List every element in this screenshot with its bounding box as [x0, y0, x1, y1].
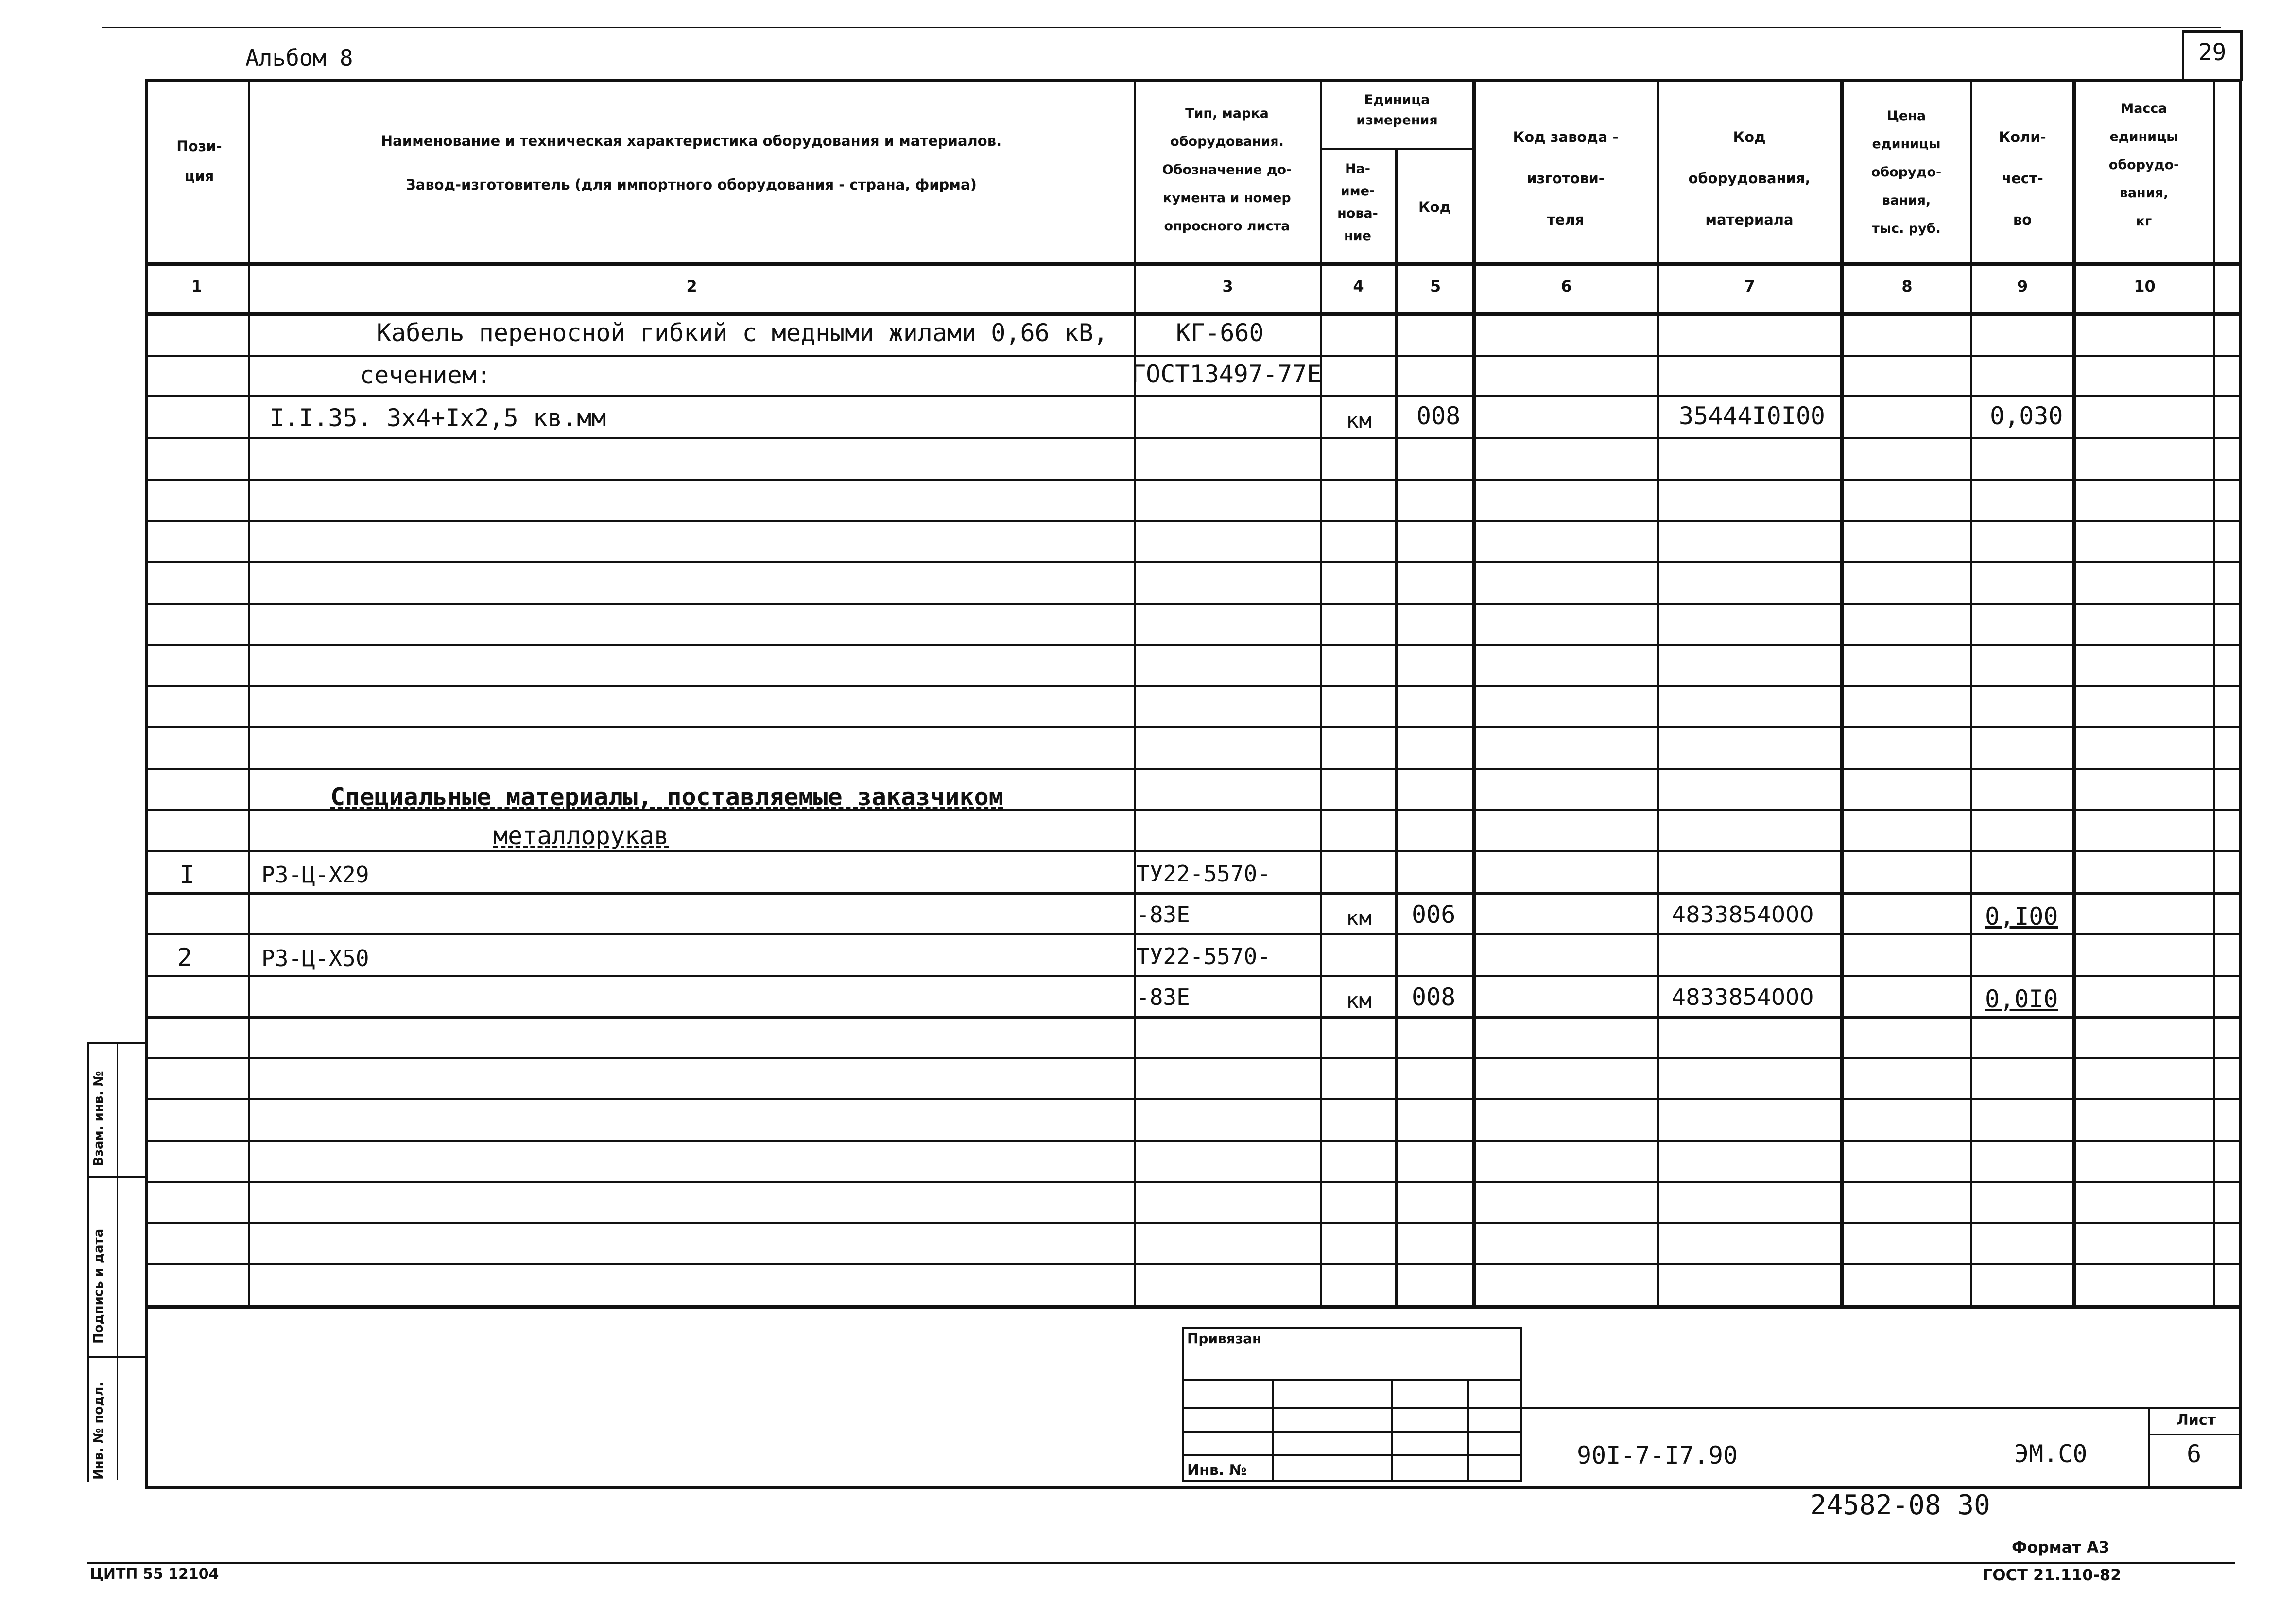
row5-type: ТУ22-5570-	[1136, 861, 1271, 887]
header-col8: Цена единицы оборудо- вания, тыс. руб.	[1871, 108, 1942, 236]
side-label-inv-podl: Инв. № подл.	[91, 1382, 106, 1480]
row-line	[145, 644, 2242, 646]
header-col1: Пози- ция	[176, 138, 222, 185]
row-line	[145, 850, 2242, 852]
row0-name: Кабель переносной гибкий с медными жилами 0,66 кВ,	[377, 319, 1108, 347]
row5-name: Р3-Ц-Х29	[261, 862, 369, 888]
colnum-4: 4	[1353, 277, 1364, 295]
row7-type: ТУ22-5570-	[1136, 943, 1271, 969]
privyazan-label: Привязан	[1187, 1331, 1262, 1347]
privyazan-vline	[1272, 1379, 1274, 1482]
row6-code: 006	[1412, 900, 1456, 929]
row-line	[145, 892, 2242, 895]
row5-pos: I	[180, 861, 195, 889]
format-label: Формат А3	[2012, 1538, 2110, 1556]
row1-name: сечением:	[360, 361, 491, 389]
row-line	[145, 561, 2242, 563]
colnum-6: 6	[1561, 277, 1572, 295]
header-col9: Коли- чест- во	[1999, 129, 2046, 228]
colnum-bottom-line	[145, 312, 2242, 316]
sheet-label: Лист	[2176, 1412, 2216, 1429]
header-col2: Наименование и техническая характеристика оборудования и материалов. Завод-изготовитель (для импортного оборудования - страна, фирма)	[380, 133, 1002, 193]
side-stamp-line	[87, 1356, 145, 1358]
page-corner-number: 29	[2198, 39, 2227, 66]
row-line	[145, 1016, 2242, 1019]
row6-equip: 4833854000	[1672, 901, 1814, 928]
row-line	[145, 520, 2242, 522]
row2-qty: 0,030	[1990, 402, 2063, 430]
row1-type: ГОСТ13497-77Е	[1131, 360, 1322, 388]
colnum-10: 10	[2134, 277, 2156, 295]
unit-group-line	[1320, 148, 1472, 150]
sheet-code: ЭМ.С0	[2014, 1440, 2088, 1468]
colnum-8: 8	[1901, 277, 1913, 295]
row-line	[145, 603, 2242, 605]
row-line	[145, 1098, 2242, 1100]
row-line	[145, 479, 2242, 481]
header-col10: Масса единицы оборудо- вания, кг	[2108, 101, 2179, 229]
row2-code: 008	[1416, 402, 1461, 430]
row-line	[145, 1140, 2242, 1142]
colnum-5: 5	[1430, 277, 1441, 295]
sheet-number: 6	[2186, 1440, 2202, 1468]
gost-label: ГОСТ 21.110-82	[1983, 1566, 2122, 1584]
row-line	[145, 685, 2242, 687]
row-line	[145, 1181, 2242, 1183]
colnum-7: 7	[1744, 277, 1755, 295]
inv-no-label: Инв. №	[1187, 1462, 1247, 1479]
colnum-2: 2	[686, 277, 697, 295]
row-line	[145, 933, 2242, 935]
header-unit-group: Единица измерения	[1356, 92, 1438, 128]
table-bottom-line	[145, 1305, 2242, 1309]
header-col7: Код оборудования, материала	[1688, 129, 1811, 228]
row-line	[145, 1057, 2242, 1059]
row2-equip: 35444I0I00	[1679, 402, 1826, 430]
row2-name: I.I.35. 3x4+Ix2,5 кв.мм	[270, 404, 606, 432]
citp-label: ЦИТП 55 12104	[90, 1566, 219, 1583]
side-stamp-line	[117, 1042, 118, 1480]
header-bottom-line	[145, 262, 2242, 266]
row8-code: 008	[1412, 983, 1456, 1011]
row-line	[145, 355, 2242, 357]
colnum-3: 3	[1222, 277, 1233, 295]
col-line	[1395, 148, 1398, 1309]
row-line	[145, 1263, 2242, 1265]
row7-name: Р3-Ц-Х50	[261, 945, 369, 971]
top-rule	[102, 27, 2221, 28]
row6-qty: 0,I00	[1985, 902, 2058, 931]
colnum-9: 9	[2017, 277, 2028, 295]
row8-qty: 0,0I0	[1985, 985, 2058, 1013]
header-col6: Код завода - изготови- теля	[1513, 129, 1619, 228]
handwritten-number: 24582-08 30	[1810, 1489, 1990, 1521]
section-heading: Специальные материалы, поставляемые заказчиком	[330, 783, 1003, 811]
header-col3: Тип, марка оборудования. Обозначение до- кумента и номер опросного листа	[1162, 106, 1292, 234]
row8-unit: км	[1346, 988, 1372, 1013]
privyazan-vline	[1391, 1379, 1393, 1482]
privyazan-line	[1182, 1407, 1522, 1409]
footer-rule	[87, 1562, 2235, 1564]
header-col5: Код	[1418, 199, 1451, 215]
row-line	[145, 1222, 2242, 1224]
album-label: Альбом 8	[245, 45, 353, 71]
row8-type: -83Е	[1136, 984, 1190, 1010]
doc-code-line	[1522, 1407, 2242, 1409]
privyazan-vline	[1467, 1379, 1469, 1482]
side-label-podpis: Подпись и дата	[91, 1228, 106, 1344]
row-line	[145, 726, 2242, 728]
privyazan-line	[1182, 1431, 1522, 1433]
row-line	[145, 437, 2242, 439]
row8-equip: 4833854000	[1672, 984, 1814, 1010]
row6-type: -83Е	[1136, 901, 1190, 928]
row-line	[145, 975, 2242, 977]
side-stamp-line	[87, 1176, 145, 1178]
privyazan-line	[1182, 1379, 1522, 1381]
colnum-1: 1	[191, 277, 203, 295]
row2-unit: км	[1346, 408, 1372, 433]
row-line	[145, 395, 2242, 397]
header-col4: На- име- нова- ние	[1337, 161, 1378, 243]
doc-code: 90I-7-I7.90	[1577, 1441, 1738, 1469]
row7-pos: 2	[177, 943, 192, 971]
privyazan-block	[1182, 1327, 1522, 1482]
side-label-vzam: Взам. инв. №	[91, 1071, 106, 1166]
row6-unit: км	[1346, 906, 1372, 931]
row-line	[145, 768, 2242, 770]
row0-type: КГ-660	[1176, 319, 1264, 347]
section-subheading: металлорукав	[493, 822, 669, 850]
sheet-label-line	[2148, 1434, 2242, 1435]
privyazan-line	[1182, 1454, 1522, 1456]
